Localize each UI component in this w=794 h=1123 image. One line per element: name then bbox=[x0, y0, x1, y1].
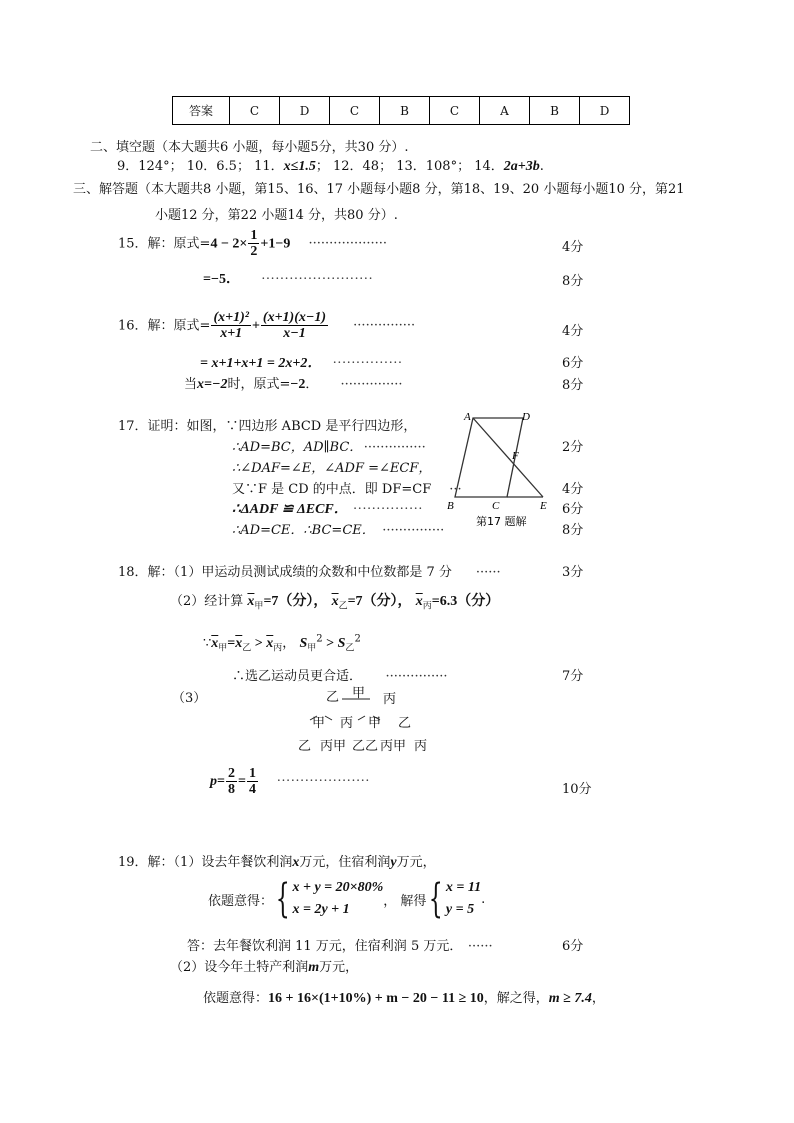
equation: x = 2y + 1 bbox=[292, 902, 350, 918]
prob-symbol: p bbox=[210, 774, 217, 790]
dots: ··············· bbox=[382, 523, 445, 538]
frac-den: x+1 bbox=[220, 326, 243, 342]
q16-label: 16．解：原式= bbox=[118, 318, 211, 334]
because: ∵ bbox=[203, 636, 212, 651]
subscript: 甲 bbox=[254, 601, 264, 612]
q16-score1: 4分 bbox=[562, 324, 584, 339]
q18-line3 bbox=[203, 632, 361, 654]
q16-x-value: x=−2 bbox=[197, 377, 228, 392]
answer-cell: C bbox=[230, 97, 280, 125]
q17-line3: ∴∠DAF=∠E，∠ADF =∠ECF， bbox=[232, 461, 432, 476]
q19-score: 6分 bbox=[562, 939, 584, 954]
q17-line5 bbox=[232, 498, 423, 518]
equation: x + y = 20×80% bbox=[292, 880, 384, 895]
tree-level2-node: 甲 bbox=[368, 716, 382, 731]
var-y: y bbox=[390, 855, 397, 870]
point-d-label: D bbox=[522, 411, 530, 423]
gt: > bbox=[251, 636, 267, 651]
section3-title-line1: 三、解答题（本大题共8 小题，第15、16、17 小题每小题8 分，第18、19、20 小题每小题10 分，第21 bbox=[73, 182, 685, 197]
q15-score2: 8分 bbox=[562, 274, 584, 289]
mean-symbol: $\overline{x}$ bbox=[247, 594, 255, 609]
eq: = bbox=[217, 774, 225, 790]
answer-13: 13．108°； bbox=[396, 159, 471, 174]
var-m: m bbox=[308, 960, 320, 975]
q18-score1: 3分 bbox=[562, 565, 584, 580]
answer-10: 10．6.5； bbox=[186, 159, 250, 174]
q18-part3-label: （3） bbox=[172, 691, 207, 706]
tree-level3-node: 乙 bbox=[298, 739, 312, 754]
q18-line2 bbox=[170, 590, 499, 612]
subscript: 乙 bbox=[242, 643, 252, 654]
q17-score2: 2分 bbox=[562, 440, 584, 455]
q16-line3 bbox=[184, 373, 403, 393]
subscript: 丙 bbox=[422, 601, 432, 612]
point-b-label: B bbox=[447, 500, 454, 512]
tree-level3-node: 丙甲 bbox=[380, 739, 407, 754]
text: 18．解：（1）甲运动员测试成绩的众数和中位数都是 7 分 bbox=[118, 565, 452, 580]
q16-fraction1 bbox=[211, 310, 251, 342]
q17-score5: 6分 bbox=[562, 502, 584, 517]
q19-line1 bbox=[118, 851, 436, 871]
mean-value: =7（分）， bbox=[347, 594, 412, 609]
frac-num: (x+1)² bbox=[213, 310, 249, 325]
answer-9: 9．124°； bbox=[117, 159, 183, 174]
tree-level2-node: 甲 bbox=[312, 716, 326, 731]
text: 又∵F 是 CD 的中点．即 DF=CF bbox=[232, 482, 432, 497]
tree-level2-node: 丙 bbox=[340, 716, 354, 731]
punct: ； bbox=[315, 159, 329, 174]
section2-title: 二、填空题（本大题共6 小题，每小题5分，共30 分）. bbox=[90, 140, 409, 155]
q19-answer bbox=[187, 935, 493, 954]
tree-root: 甲 bbox=[352, 686, 366, 701]
dots: ··············· bbox=[353, 318, 416, 334]
prob-fraction1 bbox=[226, 766, 237, 798]
q19-equations bbox=[208, 877, 485, 922]
frac-den: 2 bbox=[250, 244, 258, 260]
dots: ···················· bbox=[276, 774, 370, 790]
q16-score2: 6分 bbox=[562, 356, 584, 371]
answer-table bbox=[172, 96, 630, 125]
eq: = bbox=[237, 774, 246, 790]
answer-cell: C bbox=[330, 97, 380, 125]
q17-figure-caption: 第17 题解 bbox=[476, 515, 527, 528]
point-f-label: F bbox=[512, 450, 519, 462]
q16-simplified: = x+1+x+1 = 2x+2． bbox=[200, 356, 315, 371]
frac-num: 2 bbox=[227, 766, 235, 781]
q16-fraction2 bbox=[261, 310, 328, 342]
tree-root-left: 乙 bbox=[326, 690, 340, 705]
tree-level2-node: 乙 bbox=[398, 716, 412, 731]
dots: ··············· bbox=[363, 440, 426, 455]
text: 万元， bbox=[319, 960, 359, 975]
subscript: 乙 bbox=[338, 601, 348, 612]
plus: + bbox=[251, 318, 260, 334]
q15-label: 15．解：原式= bbox=[118, 236, 211, 252]
frac-den: x−1 bbox=[283, 326, 306, 342]
point-e-label: E bbox=[540, 500, 547, 512]
q15-expr: +1−9 bbox=[260, 236, 291, 252]
text: 答：去年餐饮利润 11 万元，住宿利润 5 万元． bbox=[187, 939, 456, 954]
mean-symbol: $\overline{x}$ bbox=[266, 636, 274, 651]
point-c-label: C bbox=[492, 500, 500, 512]
q17-figure bbox=[440, 405, 560, 535]
answer-table-header: 答案 bbox=[173, 97, 230, 125]
subscript: 乙 bbox=[345, 643, 355, 654]
dots: ······ bbox=[467, 939, 493, 954]
text: 万元， bbox=[396, 855, 436, 870]
inequality-result: m ≥ 7.4 bbox=[548, 991, 592, 1006]
gt: > bbox=[322, 636, 338, 651]
tree-level3-node: 丙 bbox=[414, 739, 428, 754]
answer-12: 12．48； bbox=[332, 159, 393, 174]
answer-14-label: 14． bbox=[474, 159, 504, 174]
q16-line2 bbox=[200, 352, 402, 372]
text: ∴ΔADF ≌ ΔECF． bbox=[232, 502, 341, 517]
dots: ··············· bbox=[352, 502, 423, 517]
mean-value: =6.3（分） bbox=[431, 594, 500, 609]
answer-cell: B bbox=[530, 97, 580, 125]
q15-fraction bbox=[248, 228, 259, 260]
point-a-label: A bbox=[464, 411, 471, 423]
dots: ··············· bbox=[340, 377, 403, 392]
dots: ··· bbox=[449, 482, 462, 497]
variance-symbol: S bbox=[299, 636, 308, 651]
mean-symbol: $\overline{x}$ bbox=[331, 594, 339, 609]
section2-answers bbox=[117, 155, 544, 175]
line-ae bbox=[473, 418, 543, 497]
subscript: 甲 bbox=[218, 643, 228, 654]
tree-level3-node: 乙乙 bbox=[352, 739, 379, 754]
q15-line2 bbox=[203, 268, 373, 288]
section3-title-line2: 小题12 分，第22 小题14 分，共80 分）. bbox=[155, 208, 398, 223]
mean-symbol: $\overline{x}$ bbox=[415, 594, 423, 609]
frac-num: (x+1)(x−1) bbox=[262, 310, 327, 325]
punct: ， bbox=[591, 991, 605, 1006]
frac-num: 1 bbox=[250, 228, 258, 243]
text: ∴AD=BC，AD∥BC． bbox=[232, 440, 356, 455]
dots: ··············· bbox=[385, 669, 448, 684]
q17-score4: 4分 bbox=[562, 482, 584, 497]
q18-tree bbox=[290, 686, 450, 756]
text: （2）设今年土特产利润 bbox=[170, 960, 309, 975]
q18-probability bbox=[210, 766, 370, 798]
answer-cell: C bbox=[430, 97, 480, 125]
q19-part2 bbox=[170, 956, 358, 976]
dots: ··················· bbox=[308, 236, 388, 252]
answer-cell: D bbox=[280, 97, 330, 125]
punct: . bbox=[539, 159, 544, 174]
mean-symbol: $\overline{x}$ bbox=[211, 636, 219, 651]
tree-level3-node: 丙甲 bbox=[320, 739, 347, 754]
q17-line1: 17．证明：如图，∵四边形 ABCD 是平行四边形， bbox=[118, 419, 417, 434]
solution-system bbox=[446, 877, 481, 922]
text: 当 bbox=[184, 377, 198, 392]
superscript: 2 bbox=[354, 633, 361, 645]
text: ， 解得 bbox=[383, 893, 427, 909]
text: ∴选乙运动员更合适． bbox=[232, 669, 356, 684]
q17-line6 bbox=[232, 519, 444, 538]
punct: ． bbox=[305, 377, 319, 392]
equation-system bbox=[292, 877, 383, 922]
q17-line4 bbox=[232, 478, 462, 497]
answer-cell: B bbox=[380, 97, 430, 125]
q18-score4: 7分 bbox=[562, 669, 584, 684]
mean-value: =7（分）， bbox=[263, 594, 328, 609]
q16-result: −2 bbox=[290, 377, 306, 392]
answer-cell: A bbox=[480, 97, 530, 125]
text: 万元，住宿利润 bbox=[299, 855, 391, 870]
solution: y = 5 bbox=[445, 902, 475, 918]
q16-score3: 8分 bbox=[562, 378, 584, 393]
dots: ························ bbox=[260, 272, 373, 287]
text: 时，原式= bbox=[227, 377, 291, 392]
tree-root-right: 丙 bbox=[383, 692, 397, 707]
frac-den: 8 bbox=[227, 782, 235, 798]
text: 依题意得： bbox=[203, 991, 269, 1006]
subscript: 甲 bbox=[307, 643, 317, 654]
punct: . bbox=[481, 891, 486, 907]
brace-icon: { bbox=[275, 876, 290, 923]
punct: ， bbox=[282, 636, 296, 651]
brace-icon: { bbox=[429, 876, 444, 923]
q17-score6: 8分 bbox=[562, 523, 584, 538]
text: 19．解：（1）设去年餐饮利润 bbox=[118, 855, 293, 870]
q16-line1 bbox=[118, 310, 415, 342]
frac-den: 4 bbox=[248, 782, 256, 798]
q15-result: =−5． bbox=[203, 272, 233, 287]
q18-line4 bbox=[232, 665, 448, 684]
text: ∴AD=CE．∴BC=CE． bbox=[232, 523, 369, 538]
variance-symbol: S bbox=[337, 636, 346, 651]
solution: x = 11 bbox=[445, 880, 482, 895]
eq: = bbox=[227, 636, 236, 651]
q15-line1 bbox=[118, 228, 387, 260]
answer-11-label: 11． bbox=[254, 159, 284, 174]
answer-cell: D bbox=[580, 97, 630, 125]
text: ，解之得， bbox=[483, 991, 549, 1006]
dots: ······ bbox=[475, 565, 501, 580]
subscript: 丙 bbox=[273, 643, 283, 654]
var-x: x bbox=[292, 855, 300, 870]
q15-expr: 4 − 2× bbox=[210, 236, 248, 252]
prob-fraction2 bbox=[247, 766, 258, 798]
mean-symbol: $\overline{x}$ bbox=[235, 636, 243, 651]
q17-line2 bbox=[232, 436, 426, 455]
q19-inequality bbox=[203, 987, 605, 1007]
frac-num: 1 bbox=[248, 766, 256, 781]
inequality: 16 + 16×(1+10%) + m − 20 − 11 ≥ 10 bbox=[268, 991, 484, 1006]
q15-score1: 4分 bbox=[562, 240, 584, 255]
text: （2）经计算 bbox=[170, 594, 244, 609]
answer-14: 2a+3b bbox=[503, 159, 540, 174]
superscript: 2 bbox=[316, 633, 323, 645]
dots: ··············· bbox=[332, 356, 403, 371]
text: 依题意得： bbox=[208, 893, 274, 909]
q18-line1 bbox=[118, 561, 501, 580]
answer-11: x≤1.5 bbox=[283, 159, 316, 174]
q18-score5: 10分 bbox=[562, 782, 592, 797]
